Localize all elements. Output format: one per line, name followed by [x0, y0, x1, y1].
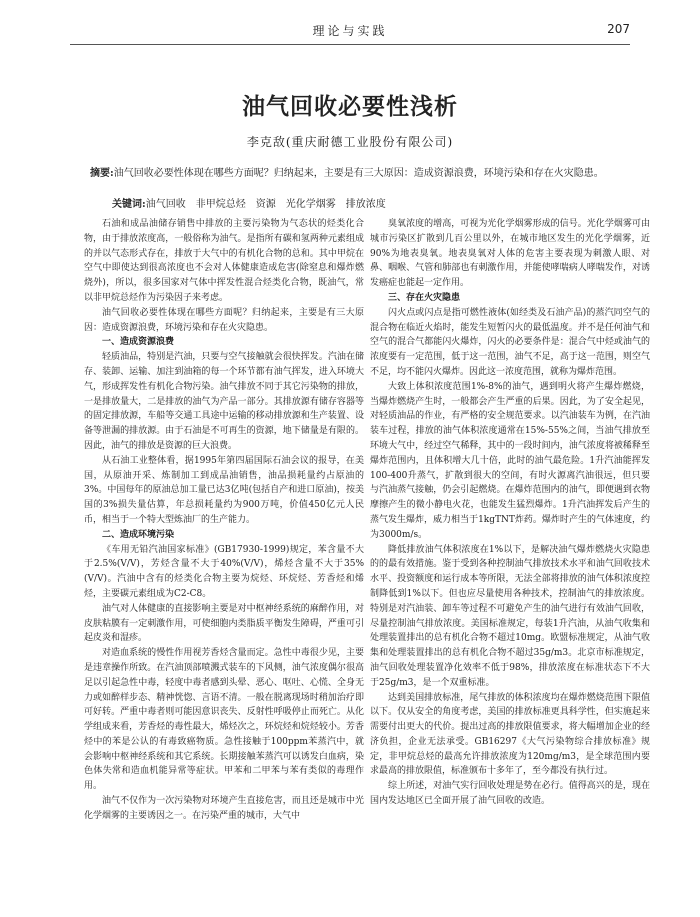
- paragraph: 石油和成品油储存销售中排放的主要污染物为气态状的烃类化合物，由于排放浓度高，一般俗称为油气。是指所有碳和氢两种元素组成的并以气态形式存在，排放于大气中的有机化合物的总和。其中甲烷在空气中即使达到很高浓度也不会对人体健康造成危害(除窒息和爆炸燃烧外)，所以，很多国家对气体中挥发性混合烃类化合物，既油气，常以非甲烷总烃作为污染因子来考虑。: [84, 219, 364, 303]
- paragraph: 从石油工业整体看，据1995年第四届国际石油会议的报导，在美国，从原油开采、炼制加工到成品油销售，油品损耗量约占原油的3%。中国每年的原油总加工量已达3亿吨(包括自产和进口原油)，按美国的3%损失量估算，年总损耗量约为900万吨，价值450亿元人民币，相当于一个特大型炼油厂的生产能力。: [84, 455, 364, 525]
- paragraph: 臭氧浓度的增高，可视为光化学烟雾形成的信号。光化学烟雾可由城市污染区扩散到几百公里以外，在城市地区发生的光化学烟雾，近90%为地表臭氧。地表臭氧对人体的危害主要表现为刺激人眼、对鼻、咽喉、气管和肺部也有刺激作用，并能使哮喘病人哮喘发作，对诱发癌症也能起一定作用。: [370, 219, 650, 289]
- right-column: [370, 217, 650, 809]
- section-heading: 二、造成环境污染: [102, 529, 175, 540]
- section-heading: 一、造成资源浪费: [102, 337, 175, 348]
- paragraph: 对造血系统的慢性作用视芳香烃含量而定。急性中毒很少见，主要是违章操作所致。在汽油顶部喷溅式装车的下风侧，油气浓度偶尔很高足以引起急性中毒，轻度中毒者感到头晕、恶心、呕吐、心慌、全身无力或如醉样步态、精神恍惚、言语不清。一般在脱离现场时稍加治疗即可好转。严重中毒者则可能因意识丧失、反射性呼吸停止而死亡。从化学组成来看，芳香烃的毒性最大，烯烃次之，环烷烃和烷烃较小。芳香烃中的苯是公认的有毒致癌物质。急性接触于100ppm苯蒸汽中，就会影响中枢神经系统和其它系统。长期接触苯蒸汽可以诱发白血病，染色体失常和造血机能异常等症状。甲苯和二甲苯与苯有类似的毒理作用。: [84, 648, 364, 792]
- paragraph: 降低排放油气体积浓度在1%以下，是解决油气爆炸燃烧火灾隐患的的最有效措施。鉴于受到各种控制油气排放技术水平和油气回收技术水平、投资额度和运行成本等所限，无法全部将排放的油气体积浓度控制降低到1%以下。但也应尽量使用各种技术，控制油气的排放浓度。特别是对汽油装、卸车等过程不可避免产生的油气进行有效油气回收，尽量控制油气排放浓度。美国标准规定，每装1升汽油，从油气收集和处理装置排出的总有机化合物不超过10mg。欧盟标准规定，从油气收集和处理装置排出的总有机化合物不超过35g/m3。北京市标准规定，油气回收处理装置净化效率不低于98%，排放浓度在标准状态下不大于25g/m3，是一个双重标准。: [370, 544, 650, 688]
- paragraph: 油气对人体健康的直接影响主要是对中枢神经系统的麻醉作用，对皮肤粘膜有一定刺激作用，可使细胞内类脂质平衡发生障碍，严重可引起皮炎和湿疹。: [84, 603, 364, 644]
- paragraph: 达到美国排放标准，尾气排放的体积浓度均在爆炸燃烧范围下限值以下。仅从安全的角度考虑，美国的排放标准更具科学性，但实施起来需要付出更大的代价。提出过高的排放限值要求，将大幅增加企业的经济负担，企业无法承受。GB16297《大气污染物综合排放标准》规定，非甲烷总烃的最高允许排放浓度为120mg/m3，是全球范围内要求最高的排放限值，标准颁布十多年了，至今都没有执行过。: [370, 692, 650, 777]
- article-author: 李克敌(重庆耐德工业股份有限公司): [246, 135, 454, 149]
- article-title: 油气回收必要性浅析: [242, 93, 458, 120]
- paragraph: 大致上体积浓度范围1%-8%的油气，遇到明火将产生爆炸燃烧，当爆炸燃烧产生时，一般都会产生严重的后果。因此，为了安全起见，对轻质油品的作业，有严格的安全规范要求。以汽油装车为例，在汽油装车过程，排放的油气体积浓度通常在15%-55%之间，当油气排放至环境大气中，经过空气稀释，其中的一段时间内，油气浓度将被稀释至爆炸范围内，且体积增大几十倍，此时的油气最危险。1升汽油能挥发100-400升蒸气，扩散到很大的空间，有时火源离汽油很远，但只要与汽油蒸气接触，仍会引起燃烧。在爆炸范围内的油气，即便遇到衣物摩擦产生的微小静电火花，也能发生猛烈爆炸。1升汽油挥发后产生的蒸气发生爆炸，威力相当于1kgTNT炸药。爆炸时产生的气体速度，约为3000m/s。: [370, 381, 650, 540]
- paragraph: 油气回收必要性体现在哪些方面呢？归纳起来，主要是有三大原因：造成资源浪费，环境污染和存在火灾隐患。: [84, 307, 364, 333]
- abstract: [90, 165, 610, 182]
- abstract-text: 油气回收必要性体现在哪些方面呢？归纳起来，主要是有三大原因：造成资源浪费，环境污染和存在火灾隐患。: [113, 168, 604, 179]
- page-number: 207: [607, 22, 630, 36]
- keywords: [112, 198, 610, 212]
- paragraph: 油气不仅作为一次污染物对环境产生直接危害，而且还是城市中光化学烟雾的主要诱因之一。在污染严重的城市，大气中: [84, 796, 364, 821]
- paragraph: 综上所述，对油气实行回收处理是势在必行。值得高兴的是，现在国内发达地区已全面开展了油气回收的改造。: [370, 781, 650, 807]
- keywords-label: 关键词:: [112, 199, 146, 210]
- paragraph: 《车用无铅汽油国家标准》(GB17930-1999)规定，苯含量不大于2.5%(V/V)，芳烃含量不大于40%(V/V)，烯烃含量不大于35%(V/V)。汽油中含有的烃类化合物主要为烷烃、环烷烃、芳香烃和烯烃，主要碳元素组成为C2-C8。: [84, 544, 364, 599]
- paragraph: 闪火点或闪点是指可燃性液体(如经类及石油产品)的蒸汽同空气的混合物在临近火焰时，能发生短暂闪火的最低温度。并不是任何油气和空气的混合气都能闪火爆炸，闪火的必要条件是：混合气中烃或油气的浓度要有一定范围，低于这一范围，油气不足，高于这一范围，则空气不足，均不能闪火爆炸。因此这一浓度范围，就称为爆炸范围。: [370, 307, 650, 377]
- journal-name: 理论与实践: [312, 24, 388, 38]
- left-column: [84, 217, 364, 824]
- keywords-text: 油气回收 非甲烷总烃 资源 光化学烟雾 排放浓度: [145, 199, 386, 210]
- abstract-label: 摘要:: [90, 168, 114, 179]
- paragraph: 轻质油品，特别是汽油，只要与空气接触就会很快挥发。汽油在储存、装卸、运输、加注到油箱的每一个环节都有油气挥发，进入环境大气，形成挥发性有机化合物污染。油气排放不同于其它污染物的排放，一是排放量大，二是排放的油气为产品一部分。其排放源有储存容器等的固定排放源，车船等交通工具途中运输的移动排放源和生产装置、设备等泄漏的排放源。由于石油是不可再生的资源，地下储量是有限的。因此，油气的排放是资源的巨大浪费。: [84, 352, 364, 451]
- running-header: [70, 22, 630, 45]
- section-heading: 三、存在火灾隐患: [388, 292, 461, 303]
